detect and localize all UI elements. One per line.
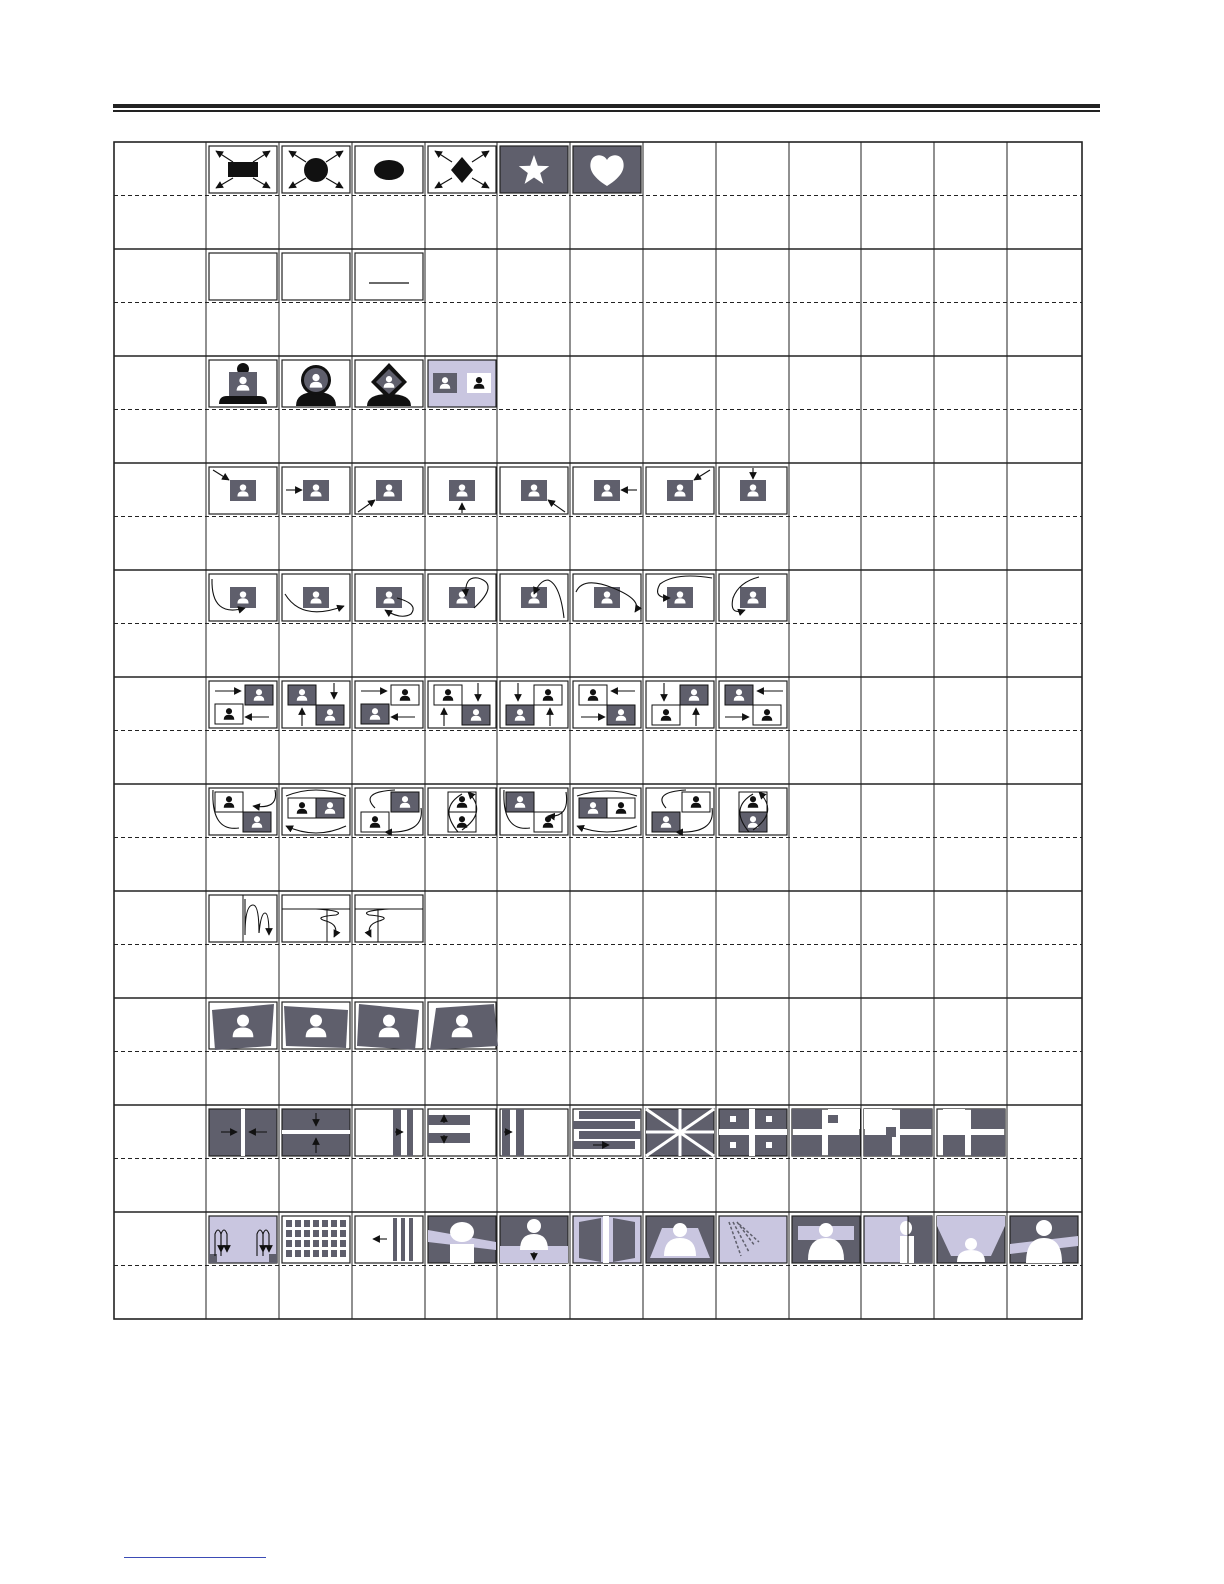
split-narrow-icon[interactable] (500, 1109, 568, 1156)
push-pair-7-icon[interactable] (646, 681, 714, 728)
push-pair-6-icon[interactable] (573, 681, 641, 728)
row-label-cell (116, 465, 204, 515)
star-icon[interactable] (500, 146, 568, 193)
row-label-cell (116, 144, 204, 194)
box-expand-icon[interactable] (209, 146, 277, 193)
footer-link-line (124, 1557, 266, 1558)
push-pair-2-icon[interactable] (282, 681, 350, 728)
bounce-icon[interactable] (209, 895, 277, 942)
swap-pair-5-icon[interactable] (500, 788, 568, 835)
push-pair-1-icon[interactable] (209, 681, 277, 728)
row-label-cell (116, 251, 204, 301)
line-box-icon[interactable] (355, 253, 423, 300)
curve-in-1-icon[interactable] (209, 574, 277, 621)
row-label-cell (116, 572, 204, 622)
lift-icon[interactable] (500, 1216, 568, 1263)
split-cross-3-icon[interactable] (864, 1109, 932, 1156)
effects-row-blank-boxes (116, 251, 423, 301)
curve-in-5-icon[interactable] (500, 574, 568, 621)
wave-icon[interactable] (209, 1216, 277, 1263)
effects-row-push-pair (116, 679, 787, 729)
slide-from-bottom-icon[interactable] (428, 467, 496, 514)
slide-from-bottom-left-icon[interactable] (355, 467, 423, 514)
split-bars-v-icon[interactable] (355, 1109, 423, 1156)
slide-from-right-icon[interactable] (573, 467, 641, 514)
swap-pair-2-icon[interactable] (282, 788, 350, 835)
row-label-cell (116, 1107, 204, 1157)
slide-from-bottom-right-icon[interactable] (500, 467, 568, 514)
tilt-2-icon[interactable] (282, 1002, 350, 1049)
row-label-cell (116, 358, 204, 408)
swap-pair-3-icon[interactable] (355, 788, 423, 835)
split-horizontal-icon[interactable] (209, 1109, 277, 1156)
heart-icon[interactable] (573, 146, 641, 193)
figure-circle-icon[interactable] (282, 360, 350, 407)
tunnel-icon[interactable] (792, 1216, 860, 1263)
mosaic-icon[interactable] (282, 1216, 350, 1263)
split-cross-1-icon[interactable] (719, 1109, 787, 1156)
split-stripes-icon[interactable] (573, 1109, 641, 1156)
oval-icon[interactable] (355, 146, 423, 193)
floor-icon[interactable] (646, 1216, 714, 1263)
effects-row-shape-zoom (116, 144, 641, 194)
effects-row-bounce-spiral (116, 893, 423, 943)
figure-split-icon[interactable] (428, 360, 496, 407)
swap-pair-7-icon[interactable] (646, 788, 714, 835)
curve-in-4-icon[interactable] (428, 574, 496, 621)
effects-row-slide-in (116, 465, 787, 515)
row-label-cell (116, 1000, 204, 1050)
swap-pair-8-icon[interactable] (719, 788, 787, 835)
curve-in-7-icon[interactable] (646, 574, 714, 621)
swap-pair-4-icon[interactable] (428, 788, 496, 835)
push-pair-5-icon[interactable] (500, 681, 568, 728)
split-bars-h-icon[interactable] (428, 1109, 496, 1156)
effects-row-curve-in (116, 572, 787, 622)
figure-diamond-icon[interactable] (355, 360, 423, 407)
tilt-3-icon[interactable] (355, 1002, 423, 1050)
push-pair-4-icon[interactable] (428, 681, 496, 728)
slide-from-top-icon[interactable] (719, 467, 787, 514)
blank-box-icon[interactable] (209, 253, 277, 300)
row-label-cell (116, 679, 204, 729)
split-star-icon[interactable] (646, 1109, 714, 1156)
shatter-icon[interactable] (719, 1216, 787, 1263)
curve-in-3-icon[interactable] (355, 574, 423, 621)
trapezoid-icon[interactable] (937, 1216, 1005, 1263)
slide-from-top-left-icon[interactable] (209, 467, 277, 514)
effects-row-split (116, 1107, 1005, 1157)
row-label-cell (116, 786, 204, 836)
circle-expand-icon[interactable] (282, 146, 350, 193)
effects-row-swap-pair (116, 786, 787, 836)
swap-pair-6-icon[interactable] (573, 788, 641, 835)
swap-pair-1-icon[interactable] (209, 788, 277, 835)
door-icon[interactable] (573, 1216, 641, 1263)
split-vertical-icon[interactable] (282, 1109, 350, 1156)
spiral-left-icon[interactable] (355, 895, 423, 942)
row-label-cell (116, 893, 204, 943)
spiral-right-icon[interactable] (282, 895, 350, 942)
slide-from-top-right-icon[interactable] (646, 467, 714, 514)
effects-row-tilt (116, 1000, 498, 1050)
curve-in-2-icon[interactable] (282, 574, 350, 621)
slide-bars-icon[interactable] (355, 1216, 423, 1263)
push-pair-3-icon[interactable] (355, 681, 423, 728)
curve-in-8-icon[interactable] (719, 574, 787, 621)
diamond-expand-icon[interactable] (428, 146, 496, 193)
split-cross-4-icon[interactable] (937, 1109, 1005, 1156)
page-turn-icon[interactable] (864, 1216, 932, 1263)
tilt-1-icon[interactable] (209, 1002, 277, 1050)
push-pair-8-icon[interactable] (719, 681, 787, 728)
curve-in-6-icon[interactable] (573, 574, 641, 621)
row-label-cell (116, 1214, 204, 1264)
tilt-4-icon[interactable] (428, 1002, 498, 1050)
blank-box-icon[interactable] (282, 253, 350, 300)
effects-row-figure-frames (116, 358, 496, 408)
band-icon[interactable] (1010, 1216, 1078, 1263)
fold-h-icon[interactable] (428, 1216, 496, 1263)
slide-from-left-icon[interactable] (282, 467, 350, 514)
figure-box-icon[interactable] (209, 360, 277, 407)
split-cross-2-icon[interactable] (792, 1109, 860, 1156)
